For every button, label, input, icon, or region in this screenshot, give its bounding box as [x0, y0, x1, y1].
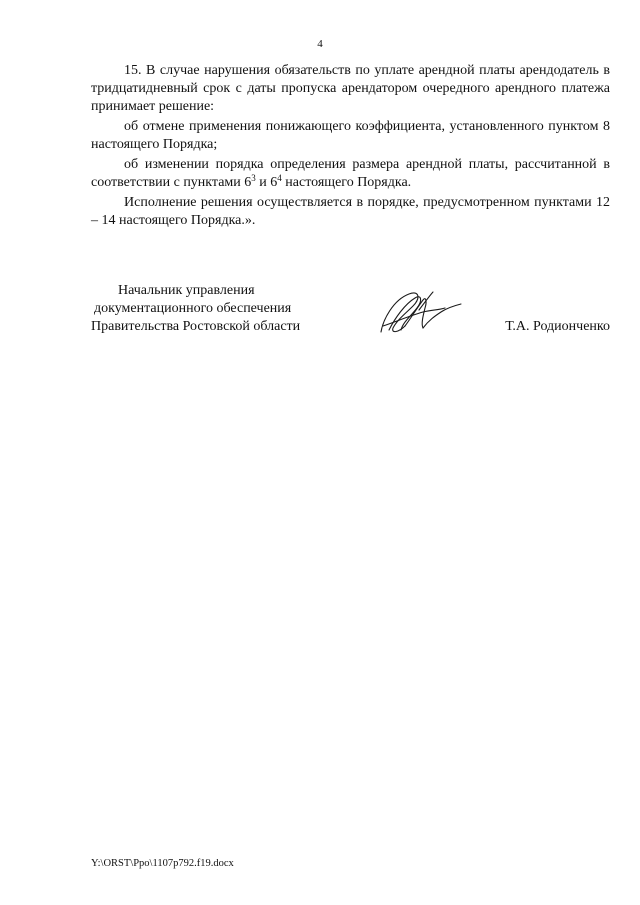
signer-position — [91, 282, 321, 335]
signer-position-line-1: Начальник управления — [118, 283, 255, 298]
superscript-3: 3 — [251, 172, 256, 183]
signer-position-line-3: Правительства Ростовской области — [91, 318, 301, 334]
page-number: 4 — [317, 38, 323, 50]
footer-file-path: Y:\ORST\Ppo\1107p792.f19.docx — [91, 858, 234, 869]
paragraph-rent-calc-text-middle: и 6 — [255, 174, 278, 190]
paragraph-execution: Исполнение решения осуществляется в порядке, предусмотренном пунктами 12 – 14 настоящего Порядка.». — [91, 195, 610, 228]
signer-position-line-2: документационного обеспечения — [94, 300, 292, 316]
handwritten-signature — [375, 286, 467, 338]
paragraph-coefficient-cancel: об отмене применения понижающего коэффициента, установленного пунктом 8 настоящего Порядка; — [91, 118, 610, 152]
paragraph-15: 15. В случае нарушения обязательств по уплате арендной платы арендодатель в тридцатидневный срок с даты пропуска арендатором очередного арендного платежа принимает решение: — [91, 63, 610, 114]
paragraph-rent-calc-text-after: настоящего Порядка. — [281, 174, 412, 190]
document-body — [91, 62, 610, 232]
superscript-4: 4 — [277, 172, 282, 183]
paragraph-rent-calc-change — [91, 156, 610, 192]
paragraph-rent-calc-text-before: об изменении порядка определения размера арендной платы, рассчитанной в соответствии с пунктами 6 — [91, 156, 610, 190]
signer-name: Т.А. Родионченко — [505, 318, 610, 334]
